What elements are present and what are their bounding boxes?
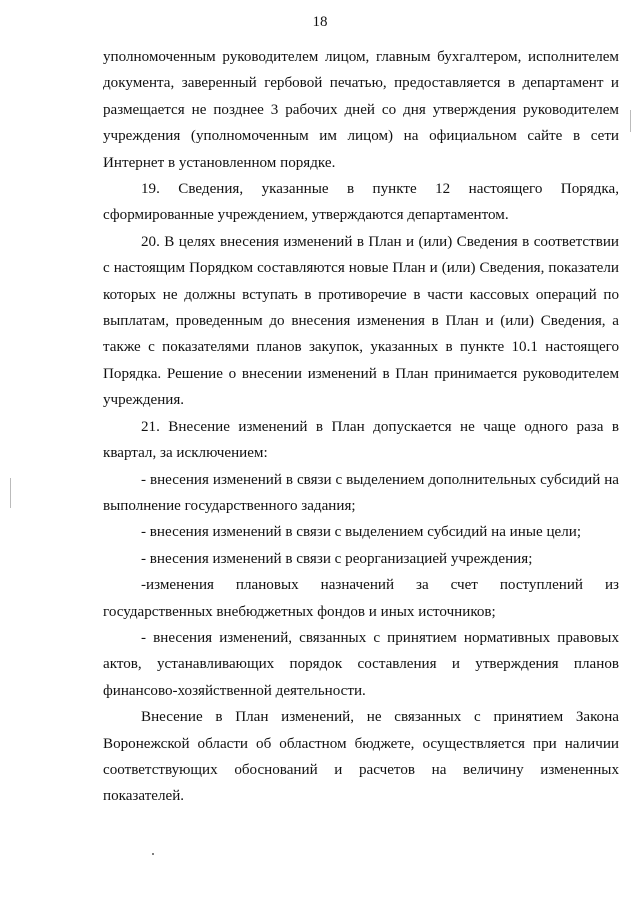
paragraph-20: 20. В целях внесения изменений в План и (или) Сведения в соответствии с настоящим Порядком составляются новые План и (или) Сведения, показатели которых не должны вступать в противоречие в части кассовых операций по выплатам, проведенным до внесения изменения в План и (или) Сведения, а также с показателями планов закупок, указанных в пункте 10.1 настоящего Порядка. Решение о внесении изменений в План принимается руководителем учреждения.	[103, 233, 619, 409]
scan-margin-mark	[630, 110, 631, 132]
paragraph-continuation: уполномоченным руководителем лицом, главным бухгалтером, исполнителем документа, заверенный гербовой печатью, предоставляется в департамент и размещается не позднее 3 рабочих дней со дня утверждения руководителем учреждения (уполномоченным им лицом) на официальном сайте в сети Интернет в установленном порядке.	[103, 49, 619, 171]
scan-speck	[152, 853, 154, 855]
document-body	[103, 44, 619, 810]
paragraph-final: Внесение в План изменений, не связанных с принятием Закона Воронежской области об областном бюджете, осуществляется при наличии соответствующих обоснований и расчетов на величину измененных показателей.	[103, 709, 619, 805]
list-item-extrabudgetary-funds: -изменения плановых назначений за счет поступлений из государственных внебюджетных фондов и иных источников;	[103, 577, 619, 620]
list-item-normative-acts: - внесения изменений, связанных с принятием нормативных правовых актов, устанавливающих порядок составления и утверждения планов финансово-хозяйственной деятельности.	[103, 629, 619, 699]
page-number: 18	[312, 14, 328, 30]
paragraph-21: 21. Внесение изменений в План допускается не чаще одного раза в квартал, за исключением:	[103, 418, 619, 462]
scan-margin-mark	[10, 478, 11, 508]
paragraph-19: 19. Сведения, указанные в пункте 12 настоящего Порядка, сформированные учреждением, утверждаются департаментом.	[103, 181, 619, 224]
list-item-reorganization: - внесения изменений в связи с реорганизацией учреждения;	[141, 550, 533, 567]
list-item-additional-subsidies: - внесения изменений в связи с выделением дополнительных субсидий на выполнение государственного задания;	[103, 471, 619, 514]
list-item-other-purposes: - внесения изменений в связи с выделением субсидий на иные цели;	[141, 524, 582, 541]
